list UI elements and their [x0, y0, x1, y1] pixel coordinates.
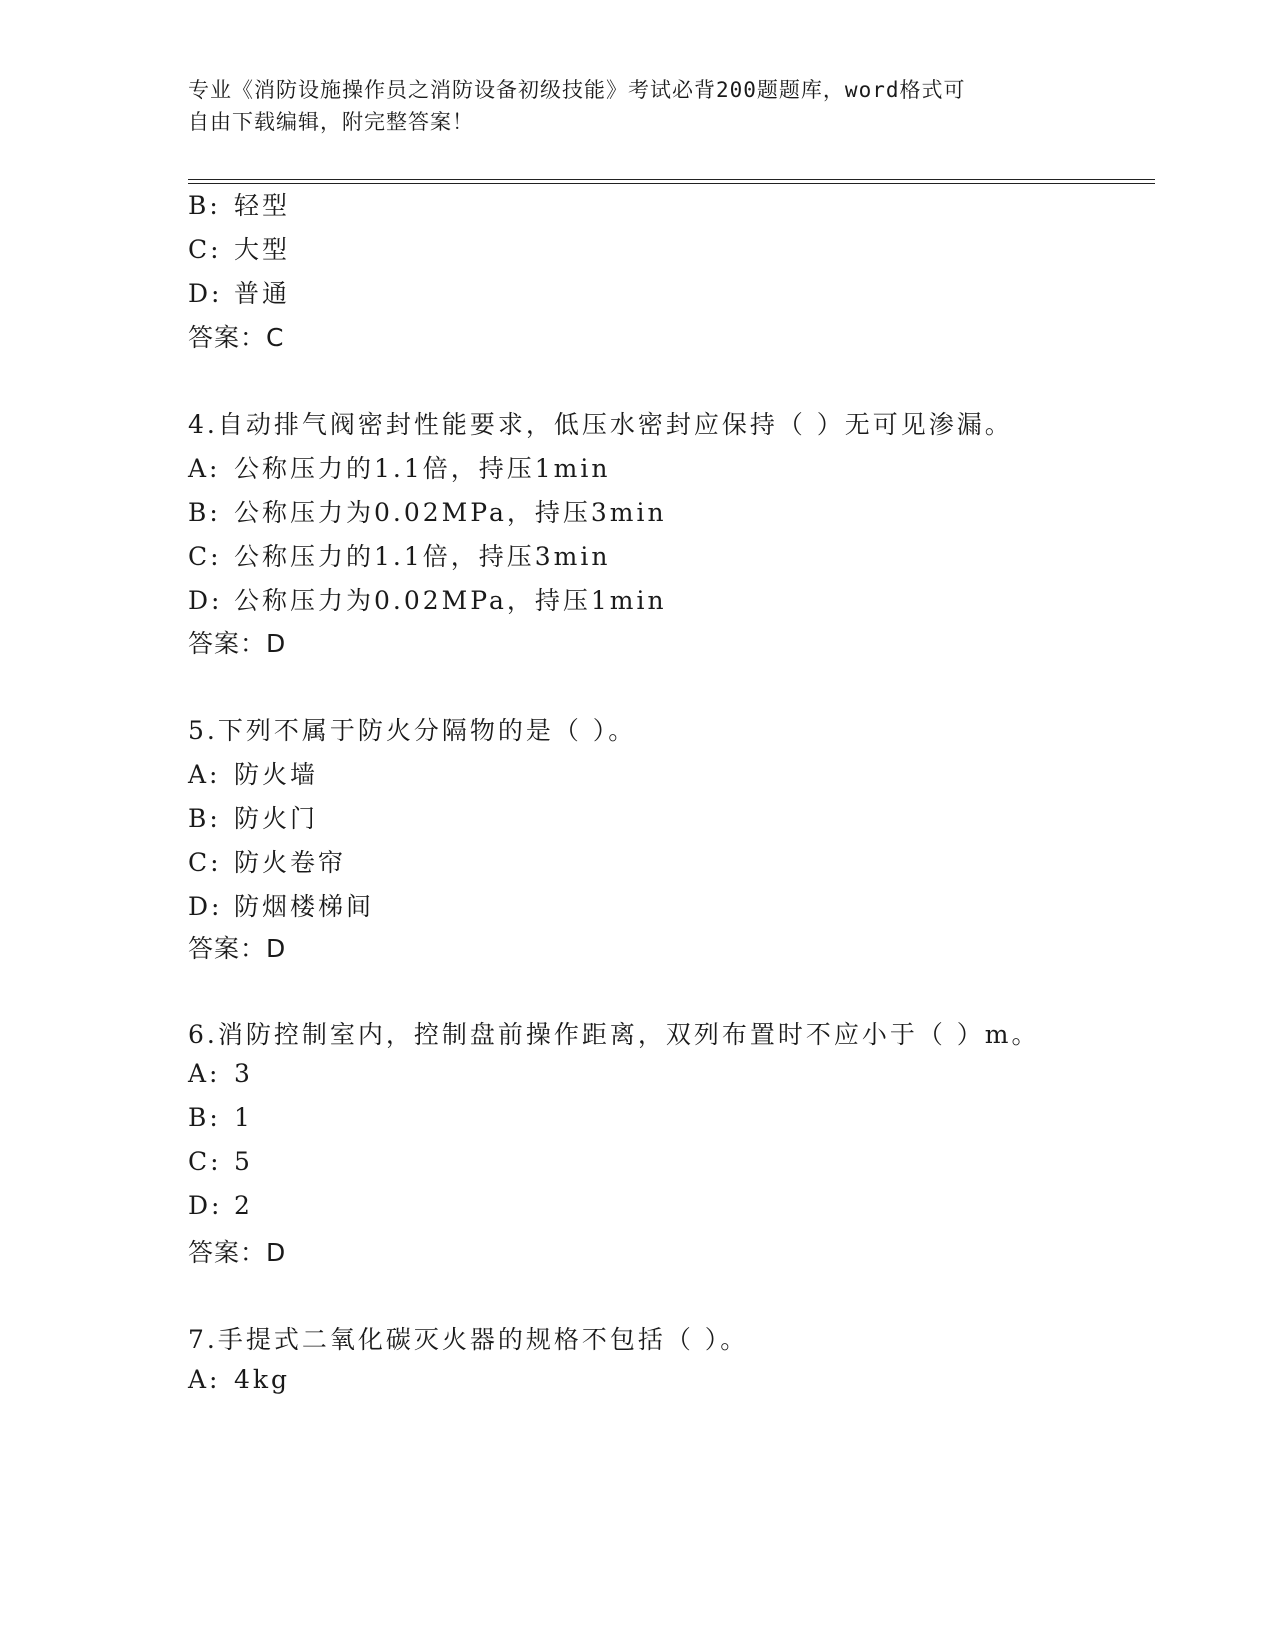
q5-option-d	[188, 887, 374, 923]
option-letter: A:	[188, 1365, 221, 1394]
header-line-2: 自由下载编辑，附完整答案！	[188, 110, 474, 134]
q4-option-c	[188, 537, 610, 573]
option-text: 防火门	[234, 804, 319, 833]
option-text: 公称压力为0.02MPa，持压3min	[234, 498, 667, 527]
q6-option-a	[188, 1059, 253, 1088]
option-letter: A:	[188, 1059, 221, 1088]
q6-answer: 答案：D	[188, 1238, 287, 1267]
document-header	[188, 74, 1088, 138]
q3-answer: 答案：C	[188, 323, 285, 352]
option-text: 2	[234, 1191, 253, 1220]
q4-option-d	[188, 581, 667, 617]
header-divider-bottom	[188, 183, 1155, 184]
q7-question: 7.手提式二氧化碳灭火器的规格不包括（ ）。	[188, 1325, 749, 1354]
q5-question: 5.下列不属于防火分隔物的是（ ）。	[188, 716, 637, 745]
option-text: 防火墙	[234, 760, 319, 789]
q6-option-c	[188, 1147, 253, 1176]
q5-option-c	[188, 843, 346, 879]
option-letter: D:	[188, 279, 223, 308]
option-text: 公称压力的1.1倍，持压1min	[234, 454, 611, 483]
header-divider-top	[188, 179, 1155, 180]
q3-option-d	[188, 274, 290, 310]
q3-option-c	[188, 230, 290, 266]
option-text: 3	[234, 1059, 253, 1088]
option-letter: B:	[188, 1103, 221, 1132]
q4-option-a	[188, 449, 610, 485]
q7-option-a	[188, 1365, 290, 1394]
q5-answer: 答案：D	[188, 934, 287, 963]
option-letter: B:	[188, 804, 221, 833]
q4-option-b	[188, 493, 667, 529]
option-letter: D:	[188, 892, 223, 921]
option-letter: A:	[188, 454, 221, 483]
option-text: 防烟楼梯间	[234, 892, 375, 921]
option-text: 防火卷帘	[234, 848, 347, 877]
q6-option-d	[188, 1191, 253, 1220]
option-text: 普通	[234, 279, 291, 308]
option-letter: D:	[188, 1191, 223, 1220]
option-letter: A:	[188, 760, 221, 789]
option-text: 大型	[234, 235, 291, 264]
q6-option-b	[188, 1103, 253, 1132]
option-text: 5	[234, 1147, 253, 1176]
option-letter: C:	[188, 1147, 222, 1176]
q6-question: 6.消防控制室内，控制盘前操作距离，双列布置时不应小于（ ）m。	[188, 1020, 1040, 1049]
option-letter: C:	[188, 542, 222, 571]
option-text: 公称压力为0.02MPa，持压1min	[234, 586, 667, 615]
q4-question: 4.自动排气阀密封性能要求，低压水密封应保持（ ）无可见渗漏。	[188, 410, 1013, 439]
option-text: 轻型	[234, 191, 291, 220]
q5-option-b	[188, 799, 318, 835]
option-letter: B:	[188, 191, 221, 220]
option-letter: C:	[188, 848, 222, 877]
option-letter: B:	[188, 498, 221, 527]
option-text: 4kg	[234, 1365, 291, 1394]
option-letter: C:	[188, 235, 222, 264]
option-text: 公称压力的1.1倍，持压3min	[234, 542, 611, 571]
q4-answer: 答案：D	[188, 629, 287, 658]
option-text: 1	[234, 1103, 253, 1132]
header-line-1: 专业《消防设施操作员之消防设备初级技能》考试必背200题题库，word格式可	[188, 78, 966, 102]
option-letter: D:	[188, 586, 223, 615]
q3-option-b	[188, 186, 290, 222]
q5-option-a	[188, 755, 318, 791]
